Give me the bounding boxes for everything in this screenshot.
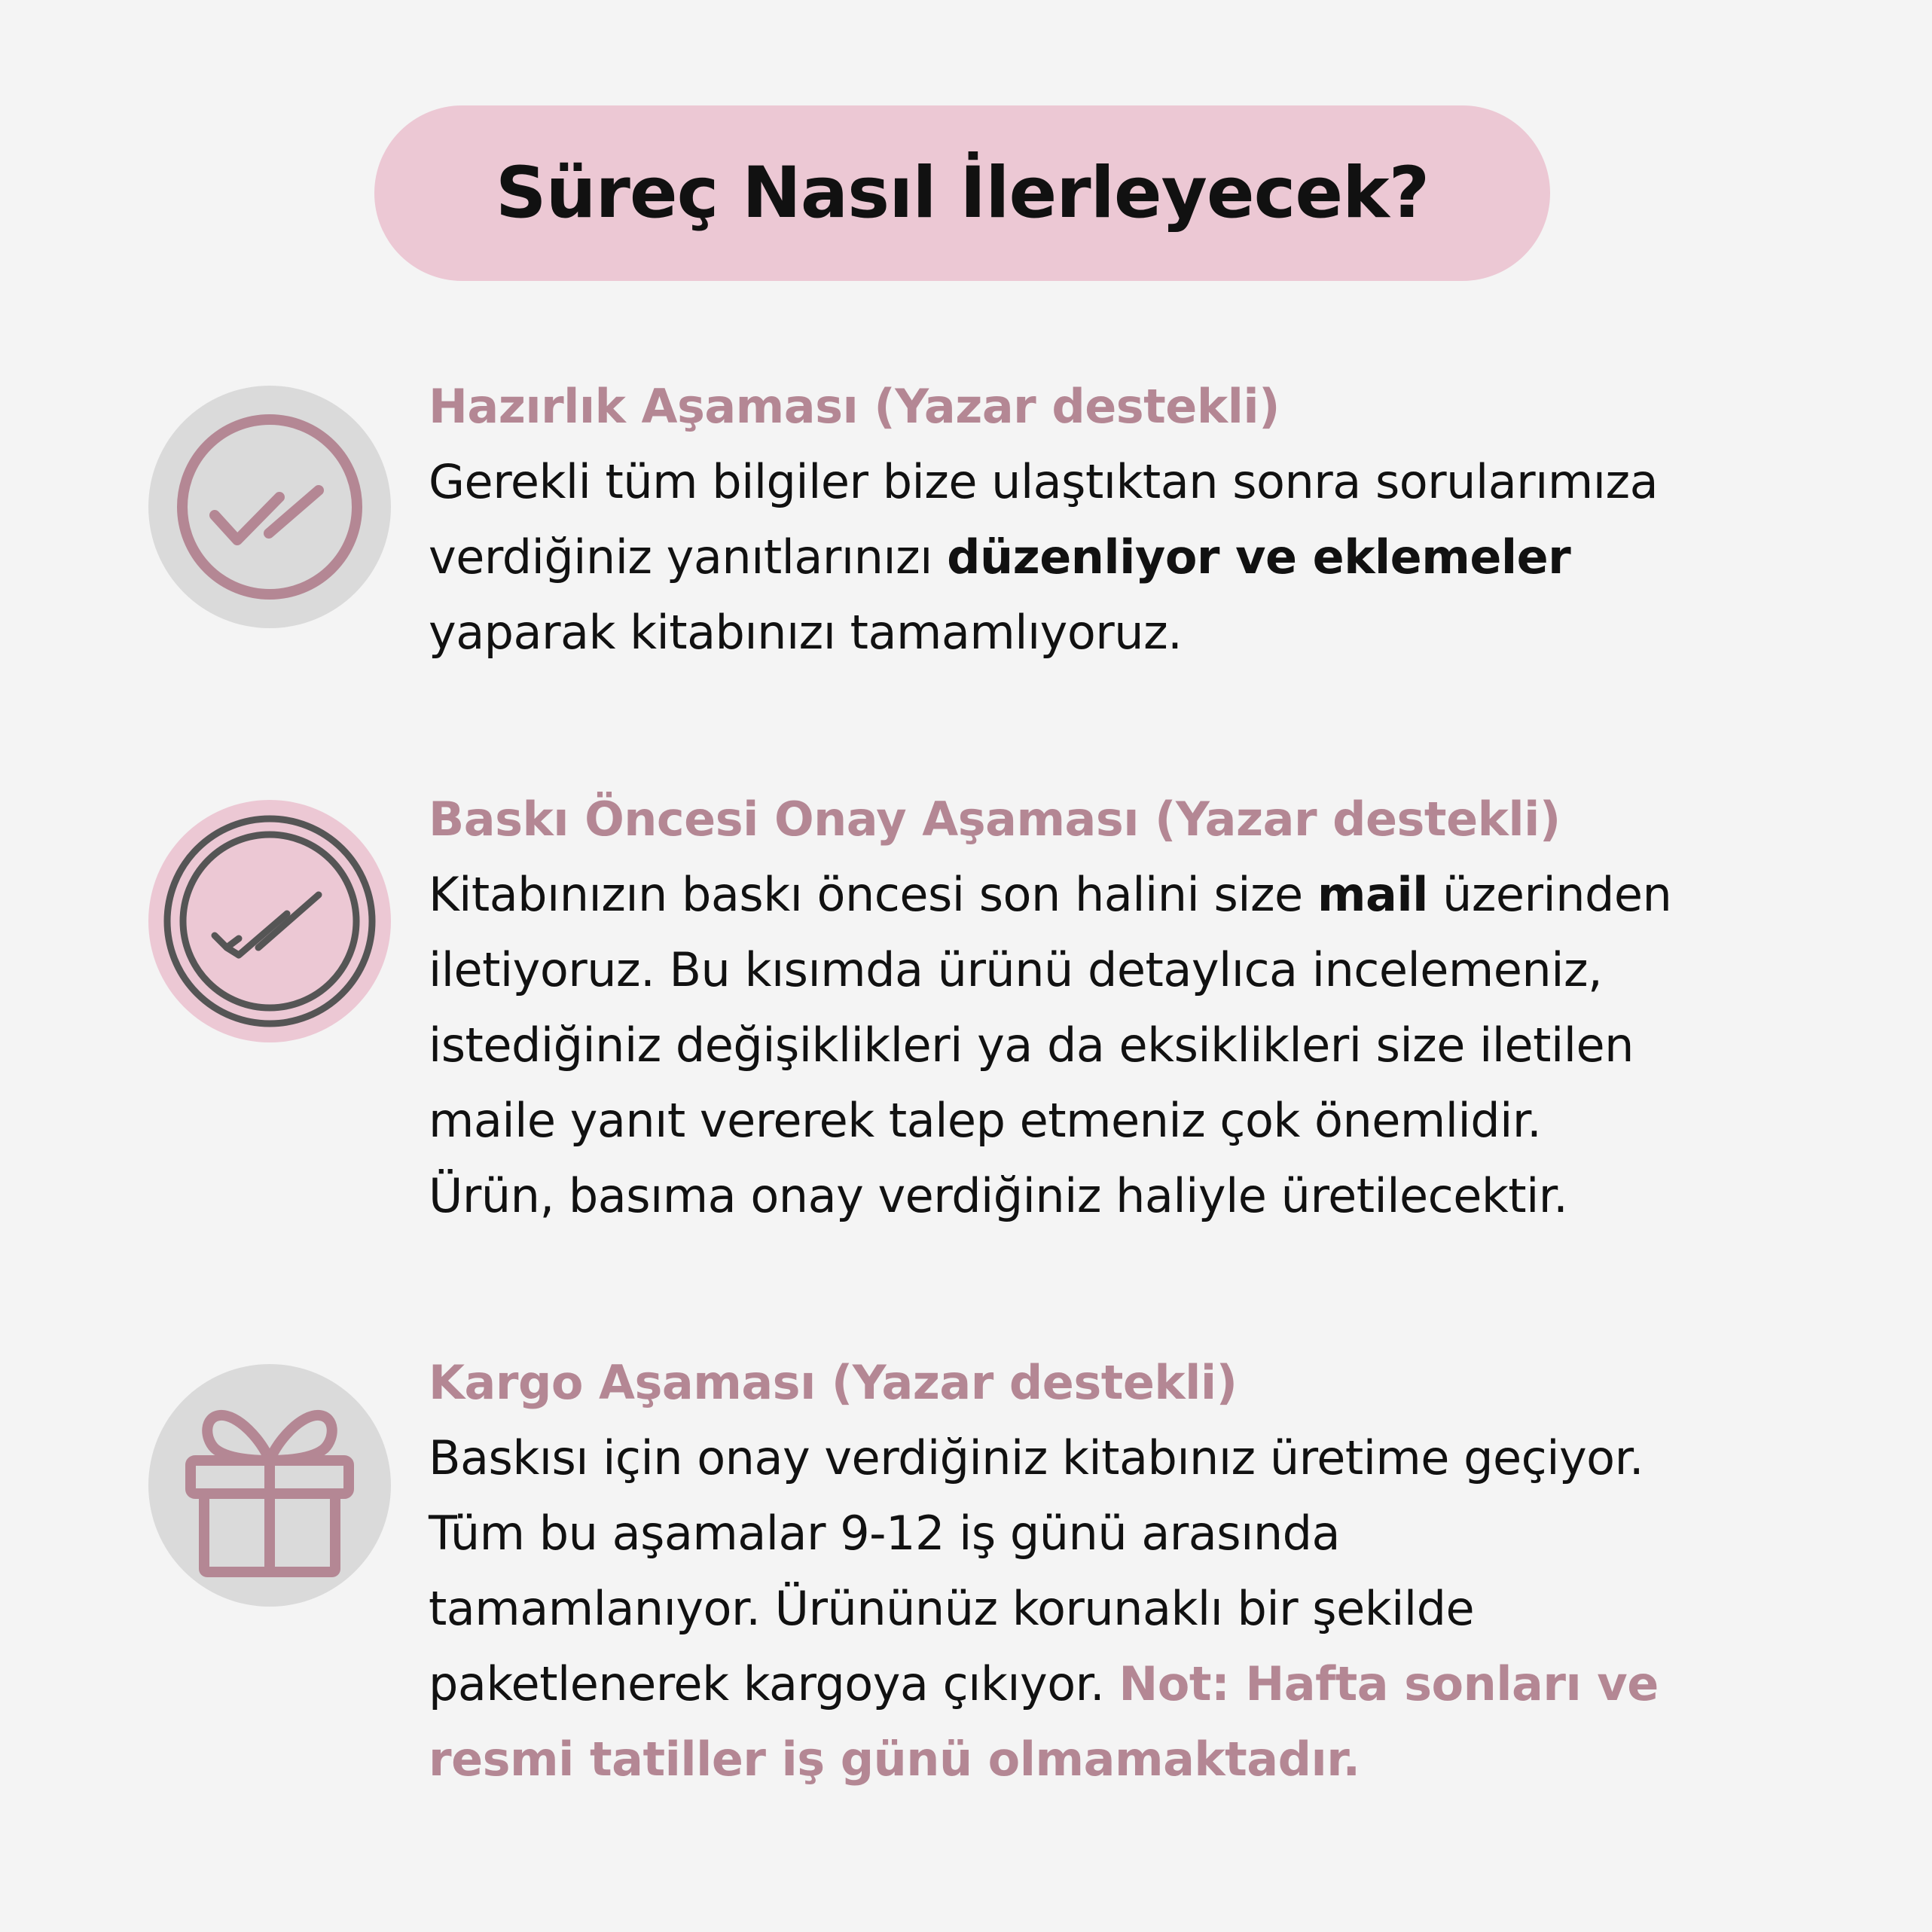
step-text-span: paketlenerek kargoya çıkıyor. [429,1656,1119,1711]
step-text-line [429,1647,1875,1722]
step-text-line [429,1722,1875,1797]
step-text-span: verdiğiniz yanıtlarınızı [429,530,948,584]
step-heading: Hazırlık Aşaması (Yazar destekli) [429,379,1280,434]
step-shipping [429,1345,1875,1797]
step-heading: Baskı Öncesi Onay Aşaması (Yazar destekli) [429,792,1561,847]
step-text-line: istediğiniz değişiklikleri ya da eksiklikleri size iletilen [429,1018,1634,1073]
double-check-circle-icon [148,386,391,628]
note-text: resmi tatiller iş günü olmamaktadır. [429,1732,1360,1787]
double-check-circle-icon [148,800,391,1042]
step-heading: Kargo Aşaması (Yazar destekli) [429,1355,1238,1410]
title-banner [374,105,1550,281]
step-text-line [429,520,1875,595]
step-text-line: Gerekli tüm bilgiler bize ulaştıktan sonra sorularımıza [429,454,1659,509]
step-text-line: yaparak kitabınızı tamamlıyoruz. [429,605,1183,660]
step-text-line: iletiyoruz. Bu kısımda ürünü detaylıca incelemeniz, [429,942,1603,997]
step-text-line [429,857,1875,932]
page-title: Süreç Nasıl İlerleyecek? [495,152,1430,234]
step-text-line: Ürün, basıma onay verdiğiniz haliyle üretilecektir. [429,1168,1568,1223]
step-preprint-approval [429,782,1875,1234]
step-text-line: maile yanıt vererek talep etmeniz çok önemlidir. [429,1093,1542,1148]
note-text: Not: Hafta sonları ve [1119,1656,1659,1711]
step-text-line: tamamlanıyor. Ürününüz korunaklı bir şekilde [429,1581,1475,1636]
step-text-bold: mail [1317,867,1428,922]
gift-icon [148,1364,391,1607]
step-preparation [429,369,1875,670]
step-text-line: Tüm bu aşamalar 9-12 iş günü arasında [429,1506,1340,1561]
step-text-line: Baskısı için onay verdiğiniz kitabınız üretime geçiyor. [429,1430,1644,1485]
step-text-bold: düzenliyor ve eklemeler [947,530,1571,584]
step-text-span: Kitabınızın baskı öncesi son halini size [429,867,1317,922]
step-text-span: üzerinden [1427,867,1672,922]
